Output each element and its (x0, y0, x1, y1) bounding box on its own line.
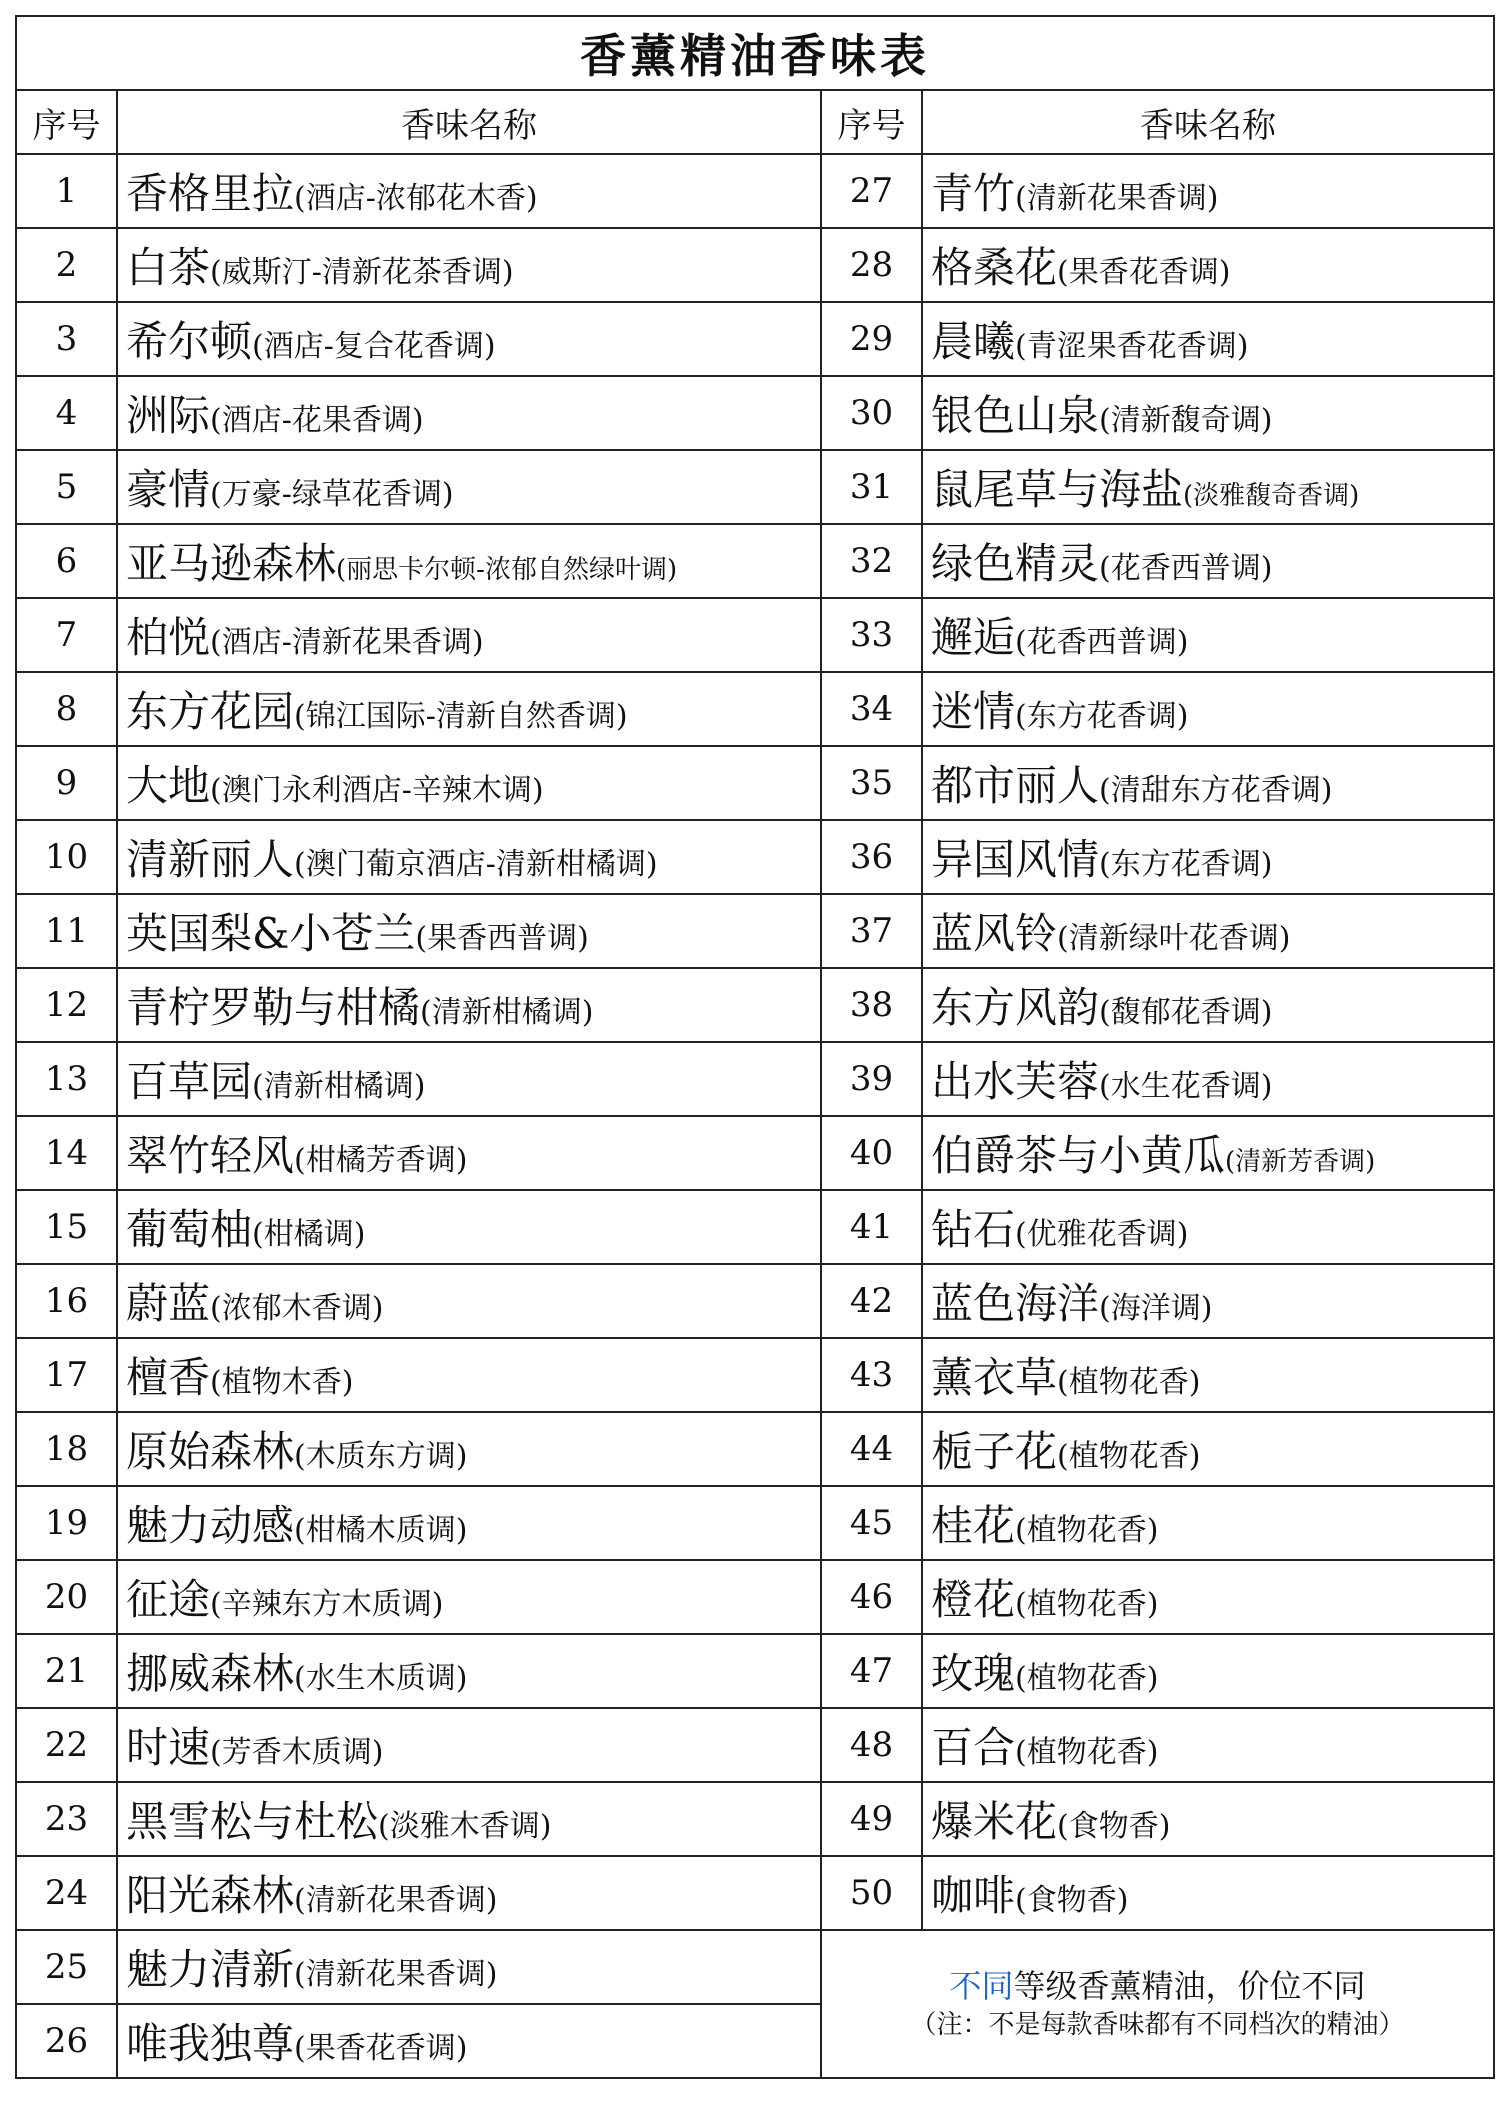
scent-name: 希尔顿 (126, 317, 253, 366)
right-name-cell (922, 1412, 1494, 1486)
scent-name: 桂花 (931, 1501, 1016, 1550)
table-row (16, 154, 1494, 228)
table-row (16, 820, 1494, 894)
scent-description: (清新柑橘调) (252, 1069, 426, 1104)
scent-description: (清新绿叶花香调) (1057, 921, 1291, 956)
left-seq-cell: 5 (16, 450, 117, 524)
scent-name: 蓝色海洋 (931, 1279, 1100, 1328)
left-seq-cell: 4 (16, 376, 117, 450)
right-seq-cell: 28 (821, 228, 922, 302)
right-name-cell (922, 154, 1494, 228)
scent-name: 洲际 (126, 391, 211, 440)
table-row (16, 1042, 1494, 1116)
scent-name: 薰衣草 (931, 1353, 1058, 1402)
right-name-cell (922, 1042, 1494, 1116)
left-seq-cell: 25 (16, 1930, 117, 2004)
left-name-cell (117, 894, 821, 968)
scent-description: (花香西普调) (1099, 551, 1273, 586)
scent-name: 咖啡 (931, 1871, 1016, 1920)
right-name-cell (922, 1560, 1494, 1634)
left-name-cell (117, 1190, 821, 1264)
left-seq-cell: 24 (16, 1856, 117, 1930)
scent-description: (馥郁花香调) (1099, 995, 1273, 1030)
scent-name: 钻石 (931, 1205, 1016, 1254)
scent-name: 百草园 (126, 1057, 253, 1106)
scent-name: 出水芙蓉 (931, 1057, 1100, 1106)
table-row (16, 746, 1494, 820)
scent-description: (芳香木质调) (210, 1735, 384, 1770)
table-row (16, 1486, 1494, 1560)
scent-name: 蔚蓝 (126, 1279, 211, 1328)
left-seq-cell: 14 (16, 1116, 117, 1190)
scent-name: 异国风情 (931, 835, 1100, 884)
scent-name: 格桑花 (931, 243, 1058, 292)
left-name-cell (117, 2004, 821, 2078)
right-seq-cell: 29 (821, 302, 922, 376)
right-seq-cell: 37 (821, 894, 922, 968)
right-name-cell (922, 228, 1494, 302)
left-name-cell (117, 672, 821, 746)
left-seq-cell: 22 (16, 1708, 117, 1782)
scent-name: 挪威森林 (126, 1649, 295, 1698)
left-seq-cell: 21 (16, 1634, 117, 1708)
table-row (16, 1116, 1494, 1190)
table-row (16, 598, 1494, 672)
left-name-cell (117, 1560, 821, 1634)
left-seq-cell: 18 (16, 1412, 117, 1486)
scent-name: 魅力动感 (126, 1501, 295, 1550)
scent-name: 玫瑰 (931, 1649, 1016, 1698)
left-name-cell (117, 1856, 821, 1930)
scent-description: (植物木香) (210, 1365, 354, 1400)
scent-description: (植物花香) (1015, 1587, 1159, 1622)
scent-description: (植物花香) (1015, 1661, 1159, 1696)
left-name-cell (117, 1782, 821, 1856)
scent-description: (酒店-花果香调) (210, 403, 424, 438)
scent-name: 东方风韵 (931, 983, 1100, 1032)
table-body (16, 154, 1494, 2078)
table-row (16, 1190, 1494, 1264)
right-name-cell (922, 1634, 1494, 1708)
left-seq-cell: 13 (16, 1042, 117, 1116)
header-name-right: 香味名称 (922, 90, 1494, 154)
left-name-cell (117, 302, 821, 376)
scent-name: 鼠尾草与海盐 (931, 465, 1184, 514)
scent-description: (威斯汀-清新花茶香调) (210, 255, 514, 290)
scent-description: (酒店-浓郁花木香) (294, 181, 538, 216)
scent-name: 香格里拉 (126, 169, 295, 218)
scent-name: 绿色精灵 (931, 539, 1100, 588)
scent-name: 时速 (126, 1723, 211, 1772)
right-name-cell (922, 302, 1494, 376)
scent-name: 檀香 (126, 1353, 211, 1402)
scent-description: (万豪-绿草花香调) (210, 477, 454, 512)
left-seq-cell: 26 (16, 2004, 117, 2078)
right-name-cell (922, 820, 1494, 894)
scent-name: 清新丽人 (126, 835, 295, 884)
right-seq-cell: 36 (821, 820, 922, 894)
left-name-cell (117, 154, 821, 228)
left-name-cell (117, 1116, 821, 1190)
table-row (16, 1412, 1494, 1486)
right-name-cell (922, 450, 1494, 524)
scent-name: 邂逅 (931, 613, 1016, 662)
scent-name: 原始森林 (126, 1427, 295, 1476)
scent-name: 爆米花 (931, 1797, 1058, 1846)
scent-name: 魅力清新 (126, 1945, 295, 1994)
scent-description: (清新柑橘调) (420, 995, 594, 1030)
right-seq-cell: 47 (821, 1634, 922, 1708)
scent-name: 青柠罗勒与柑橘 (126, 983, 421, 1032)
right-seq-cell: 32 (821, 524, 922, 598)
right-seq-cell: 34 (821, 672, 922, 746)
scent-description: (海洋调) (1099, 1291, 1213, 1326)
scent-description: (水生花香调) (1099, 1069, 1273, 1104)
scent-description: (水生木质调) (294, 1661, 468, 1696)
right-seq-cell: 48 (821, 1708, 922, 1782)
right-seq-cell: 44 (821, 1412, 922, 1486)
scent-description: (食物香) (1015, 1883, 1129, 1918)
right-name-cell (922, 894, 1494, 968)
left-seq-cell: 2 (16, 228, 117, 302)
table-row (16, 1930, 1494, 2004)
right-seq-cell: 40 (821, 1116, 922, 1190)
scent-description: (澳门葡京酒店-清新柑橘调) (294, 847, 658, 882)
right-seq-cell: 31 (821, 450, 922, 524)
scent-description: (东方花香调) (1015, 699, 1189, 734)
table-title: 香薰精油香味表 (16, 16, 1494, 90)
scent-description: (果香花香调) (294, 2031, 468, 2066)
scent-description: (柑橘调) (252, 1217, 366, 1252)
table-row (16, 1782, 1494, 1856)
note-line-1-rest: 等级香薰精油，价位不同 (1013, 1966, 1366, 2005)
scent-description: (清甜东方花香调) (1099, 773, 1333, 808)
right-seq-cell: 43 (821, 1338, 922, 1412)
left-name-cell (117, 1042, 821, 1116)
table-row (16, 302, 1494, 376)
scent-description: (青涩果香花香调) (1015, 329, 1249, 364)
scent-name: 葡萄柚 (126, 1205, 253, 1254)
scent-name: 豪情 (126, 465, 211, 514)
price-note (821, 1930, 1494, 2078)
scent-name: 迷情 (931, 687, 1016, 736)
scent-description: (植物花香) (1015, 1735, 1159, 1770)
table-row (16, 376, 1494, 450)
left-seq-cell: 20 (16, 1560, 117, 1634)
right-name-cell (922, 1190, 1494, 1264)
left-name-cell (117, 598, 821, 672)
scent-description: (淡雅木香调) (378, 1809, 552, 1844)
scent-name: 橙花 (931, 1575, 1016, 1624)
right-seq-cell: 49 (821, 1782, 922, 1856)
scent-description: (清新花果香调) (294, 1957, 498, 1992)
scent-description: (花香西普调) (1015, 625, 1189, 660)
right-name-cell (922, 524, 1494, 598)
scent-description: (淡雅馥奇香调) (1183, 481, 1360, 511)
scent-name: 伯爵茶与小黄瓜 (931, 1131, 1226, 1180)
scent-name: 征途 (126, 1575, 211, 1624)
right-name-cell (922, 1338, 1494, 1412)
left-name-cell (117, 968, 821, 1042)
right-seq-cell: 45 (821, 1486, 922, 1560)
left-seq-cell: 8 (16, 672, 117, 746)
scent-description: (辛辣东方木质调) (210, 1587, 444, 1622)
right-name-cell (922, 1782, 1494, 1856)
header-seq-right: 序号 (821, 90, 922, 154)
scent-name: 晨曦 (931, 317, 1016, 366)
left-seq-cell: 19 (16, 1486, 117, 1560)
right-name-cell (922, 1856, 1494, 1930)
scent-name: 黑雪松与杜松 (126, 1797, 379, 1846)
scent-description: (清新芳香调) (1225, 1147, 1376, 1177)
header-seq-left: 序号 (16, 90, 117, 154)
table-row (16, 1708, 1494, 1782)
scent-description: (酒店-清新花果香调) (210, 625, 484, 660)
left-seq-cell: 23 (16, 1782, 117, 1856)
scent-description: (澳门永利酒店-辛辣木调) (210, 773, 544, 808)
right-name-cell (922, 1486, 1494, 1560)
scent-description: (浓郁木香调) (210, 1291, 384, 1326)
left-seq-cell: 12 (16, 968, 117, 1042)
scent-description: (食物香) (1057, 1809, 1171, 1844)
scent-name: 柏悦 (126, 613, 211, 662)
scent-description: (木质东方调) (294, 1439, 468, 1474)
right-name-cell (922, 672, 1494, 746)
right-seq-cell: 33 (821, 598, 922, 672)
table-row (16, 1634, 1494, 1708)
scent-description: (植物花香) (1057, 1439, 1201, 1474)
left-seq-cell: 11 (16, 894, 117, 968)
table-row (16, 524, 1494, 598)
left-name-cell (117, 450, 821, 524)
table-row (16, 228, 1494, 302)
scent-description: (东方花香调) (1099, 847, 1273, 882)
table-row (16, 894, 1494, 968)
left-name-cell (117, 1930, 821, 2004)
table-row (16, 1856, 1494, 1930)
scent-description: (柑橘芳香调) (294, 1143, 468, 1178)
scent-sheet (15, 15, 1493, 2079)
scent-name: 银色山泉 (931, 391, 1100, 440)
left-seq-cell: 1 (16, 154, 117, 228)
scent-description: (清新馥奇调) (1099, 403, 1273, 438)
left-name-cell (117, 1634, 821, 1708)
scent-description: (果香西普调) (415, 921, 589, 956)
header-name-left: 香味名称 (117, 90, 821, 154)
table-row (16, 672, 1494, 746)
scent-name: 阳光森林 (126, 1871, 295, 1920)
right-seq-cell: 41 (821, 1190, 922, 1264)
scent-description: (清新花果香调) (294, 1883, 498, 1918)
right-seq-cell: 35 (821, 746, 922, 820)
scent-description: (锦江国际-清新自然香调) (294, 699, 628, 734)
left-seq-cell: 7 (16, 598, 117, 672)
scent-name: 东方花园 (126, 687, 295, 736)
right-name-cell (922, 1116, 1494, 1190)
right-name-cell (922, 1264, 1494, 1338)
scent-description: (清新花果香调) (1015, 181, 1219, 216)
scent-name: 英国梨&小苍兰 (126, 909, 416, 958)
scent-name: 栀子花 (931, 1427, 1058, 1476)
scent-description: (酒店-复合花香调) (252, 329, 496, 364)
scent-name: 唯我独尊 (126, 2019, 295, 2068)
right-seq-cell: 27 (821, 154, 922, 228)
note-line-1 (822, 1965, 1493, 2008)
right-seq-cell: 46 (821, 1560, 922, 1634)
scent-name: 翠竹轻风 (126, 1131, 295, 1180)
left-seq-cell: 6 (16, 524, 117, 598)
left-seq-cell: 15 (16, 1190, 117, 1264)
right-seq-cell: 30 (821, 376, 922, 450)
scent-description: (优雅花香调) (1015, 1217, 1189, 1252)
note-line-2: （注：不是每款香味都有不同档次的精油） (910, 2010, 1405, 2041)
right-seq-cell: 50 (821, 1856, 922, 1930)
left-name-cell (117, 1412, 821, 1486)
scent-name: 都市丽人 (931, 761, 1100, 810)
scent-description: (植物花香) (1015, 1513, 1159, 1548)
left-name-cell (117, 820, 821, 894)
scent-name: 青竹 (931, 169, 1016, 218)
left-seq-cell: 17 (16, 1338, 117, 1412)
left-name-cell (117, 376, 821, 450)
table-row (16, 1560, 1494, 1634)
scent-description: (丽思卡尔顿-浓郁自然绿叶调) (336, 555, 678, 585)
left-seq-cell: 16 (16, 1264, 117, 1338)
left-seq-cell: 3 (16, 302, 117, 376)
table-row (16, 450, 1494, 524)
right-name-cell (922, 968, 1494, 1042)
scent-description: (柑橘木质调) (294, 1513, 468, 1548)
right-name-cell (922, 746, 1494, 820)
table-row (16, 1338, 1494, 1412)
left-name-cell (117, 746, 821, 820)
table-row (16, 1264, 1494, 1338)
scent-name: 百合 (931, 1723, 1016, 1772)
right-name-cell (922, 1708, 1494, 1782)
right-seq-cell: 39 (821, 1042, 922, 1116)
left-seq-cell: 9 (16, 746, 117, 820)
scent-name: 白茶 (126, 243, 211, 292)
left-name-cell (117, 1486, 821, 1560)
scent-name: 蓝风铃 (931, 909, 1058, 958)
left-name-cell (117, 1708, 821, 1782)
left-seq-cell: 10 (16, 820, 117, 894)
right-name-cell (922, 376, 1494, 450)
scent-name: 亚马逊森林 (126, 539, 337, 588)
right-name-cell (922, 598, 1494, 672)
note-highlight: 不同 (949, 1966, 1014, 2005)
scent-description: (果香花香调) (1057, 255, 1231, 290)
table-row (16, 968, 1494, 1042)
right-seq-cell: 42 (821, 1264, 922, 1338)
left-name-cell (117, 524, 821, 598)
left-name-cell (117, 1338, 821, 1412)
right-seq-cell: 38 (821, 968, 922, 1042)
scent-table (15, 15, 1495, 2079)
scent-name: 大地 (126, 761, 211, 810)
scent-description: (植物花香) (1057, 1365, 1201, 1400)
left-name-cell (117, 1264, 821, 1338)
left-name-cell (117, 228, 821, 302)
